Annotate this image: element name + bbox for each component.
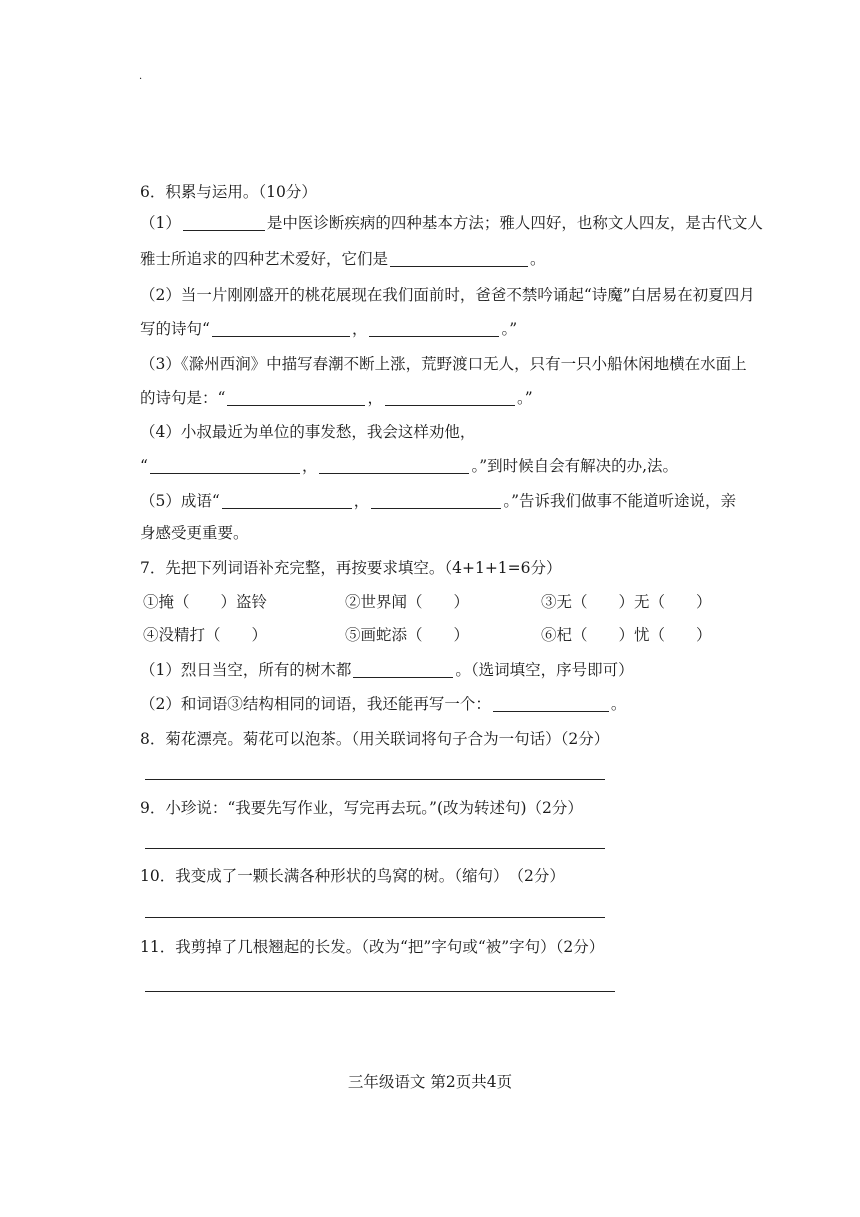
blank[interactable]: [319, 457, 469, 474]
q7-title: 7．先把下列词语补充完整，再按要求填空。（4+1+1=6分）: [140, 559, 562, 577]
q6-p5-line2: 身感受更重要。: [140, 524, 249, 542]
q7-word-3: ③无（ ）无（ ）: [541, 593, 712, 611]
blank[interactable]: [390, 250, 528, 267]
q10-answer-line[interactable]: [145, 917, 605, 918]
q6-p1-line1: （1） 是中医诊断疾病的四种基本方法；雅人四好，也称文人四友，是古代文人: [140, 214, 763, 232]
page-footer: 三年级语文 第2页共4页: [347, 1073, 513, 1091]
blank[interactable]: [353, 661, 453, 678]
blank[interactable]: [371, 492, 501, 509]
q6-p5-line1: （5）成语“ ， 。”告诉我们做事不能道听途说，亲: [140, 492, 736, 510]
q6-p3-line1: （3）《滁州西涧》中描写春潮不断上涨，荒野渡口无人，只有一只小船休闲地横在水面上: [140, 355, 747, 373]
q11-title: 11．我剪掉了几根翘起的长发。（改为“把”字句或“被”字句）（2分）: [140, 938, 605, 956]
q7-word-2: ②世界闻（ ）: [345, 593, 470, 611]
q6-title: 6．积累与运用。（10分）: [140, 183, 317, 201]
blank[interactable]: [227, 389, 365, 406]
blank[interactable]: [183, 214, 265, 231]
q9-answer-line[interactable]: [145, 848, 605, 849]
q8-title: 8．菊花漂亮。菊花可以泡茶。（用关联词将句子合为一句话）（2分）: [140, 730, 610, 748]
q10-title: 10．我变成了一颗长满各种形状的鸟窝的树。（缩句） （2分）: [140, 867, 565, 885]
q7-word-5: ⑤画蛇添（ ）: [345, 626, 470, 644]
q9-title: 9．小珍说：“我要先写作业，写完再去玩。”(改为转述句)（2分）: [140, 799, 583, 817]
q7-word-1: ①掩（ ）盗铃: [143, 593, 268, 611]
blank[interactable]: [369, 320, 499, 337]
blank[interactable]: [212, 320, 350, 337]
q6-p4-line1: （4）小叔最近为单位的事发愁，我会这样劝他，: [140, 423, 476, 441]
q11-answer-line[interactable]: [145, 991, 615, 992]
q6-p1-line2: 雅士所追求的四种艺术爱好，它们是 。: [140, 250, 546, 268]
q6-p3-line2: 的诗句是：“ ， 。”: [140, 389, 533, 407]
q7-word-6: ⑥杞（ ）忧（ ）: [541, 626, 712, 644]
blank[interactable]: [385, 389, 515, 406]
q7-sub1: （1）烈日当空，所有的树木都 。（选词填空，序号即可）: [140, 661, 634, 679]
blank[interactable]: [493, 695, 609, 712]
q7-sub2: （2）和词语③结构相同的词语，我还能再写一个： 。: [140, 695, 627, 713]
speck: ·: [139, 74, 143, 85]
blank[interactable]: [222, 492, 352, 509]
blank[interactable]: [150, 457, 300, 474]
q6-p2-line1: （2）当一片刚刚盛开的桃花展现在我们面前时，爸爸不禁吟诵起“诗魔”白居易在初夏四月: [140, 286, 755, 304]
q6-p2-line2: 写的诗句“ ， 。”: [140, 320, 518, 338]
q8-answer-line[interactable]: [145, 779, 605, 780]
q6-p4-line2: “ ， 。”到时候自会有解决的办,法。: [140, 457, 679, 475]
q7-word-4: ④没精打（ ）: [143, 626, 268, 644]
